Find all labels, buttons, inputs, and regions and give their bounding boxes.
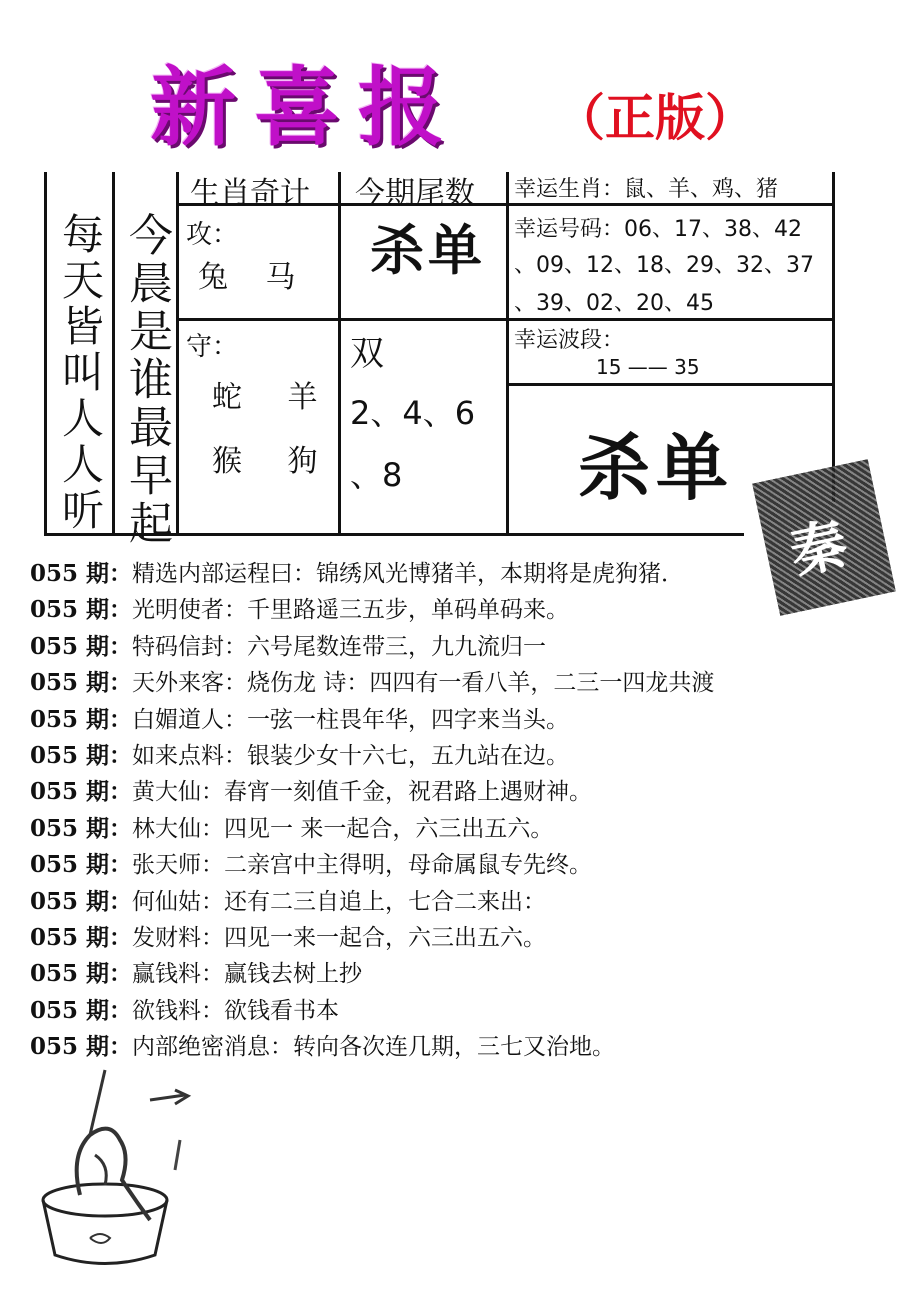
big-kill-odd: 杀单 (578, 426, 735, 510)
list-item: 055 期：林大仙：四见一 来一起合，六三出五六。 (30, 814, 554, 842)
defend-label: 守： (186, 332, 239, 362)
seal-stamp-char: 秦 (784, 510, 854, 588)
side-slogan-1: 每天皆叫人人听 (56, 212, 105, 534)
list-item: 055 期：张天师：二亲宫中主得明，母命属鼠专先终。 (30, 851, 593, 879)
table-border-right (832, 172, 835, 502)
lucky-numbers-1: 幸运号码：06、17、38、42 (514, 217, 802, 242)
table-divider-1 (112, 172, 115, 536)
tail-even-label: 双 (350, 334, 384, 374)
header-tail-number: 今期尾数 (355, 176, 475, 211)
list-item: 055 期：天外来客：烧伤龙 诗：四四有一看八羊，二三一四龙共渡 (30, 669, 715, 697)
list-item: 055 期：如来点料：银装少女十六七，五九站在边。 (30, 741, 570, 769)
lucky-wave-value: 15 —— 35 (596, 355, 700, 379)
side-slogan-2: 今晨是谁最早起 (121, 212, 172, 548)
masthead-title: 新喜报 (150, 57, 462, 158)
tips-list (30, 556, 790, 1065)
table-divider-3 (338, 172, 341, 536)
list-item: 055 期：特码信封：六号尾数连带三，九九流归一 (30, 632, 547, 660)
list-item: 055 期：赢钱料：赢钱去树上抄 (30, 960, 363, 988)
header-zodiac-plan: 生肖奇计 (190, 176, 310, 211)
attack-values: 兔 马 (198, 260, 310, 295)
table-border-left (44, 172, 47, 536)
list-item: 055 期：发财料：四见一来一起合，六三出五六。 (30, 923, 547, 951)
defend-line-1: 蛇 羊 (212, 380, 336, 415)
list-item: 055 期：何仙姑：还有二三自追上，七合二来出： (30, 887, 547, 915)
edition-label: （正版） (555, 89, 755, 147)
mid-row-line (176, 318, 832, 321)
list-item: 055 期：内部绝密消息：转向各次连几期，三七又治地。 (30, 1033, 616, 1061)
attack-label: 攻： (186, 220, 239, 250)
table-divider-4 (506, 172, 509, 536)
list-item: 055 期：黄大仙：春宵一刻值千金，祝君路上遇财神。 (30, 778, 593, 806)
list-item: 055 期：欲钱料：欲钱看书本 (30, 996, 340, 1024)
lucky-numbers-2: 、09、12、18、29、32、37 (514, 253, 814, 278)
tail-numbers-1: 2、4、6 (350, 394, 476, 432)
list-item: 055 期：光明使者：千里路遥三五步，单码单码来。 (30, 596, 570, 624)
lucky-zodiac: 幸运生肖：鼠、羊、鸡、猪 (514, 177, 779, 202)
list-item: 055 期：白媚道人：一弦一柱畏年华，四字来当头。 (30, 705, 570, 733)
lucky-wave-label: 幸运波段： (514, 328, 625, 353)
list-item: 055 期：精选内部运程曰：锦绣风光博猪羊，本期将是虎狗猪． (30, 560, 685, 587)
tail-numbers-2: 、8 (350, 456, 403, 494)
lucky-numbers-3: 、39、02、20、45 (514, 291, 714, 316)
table-divider-2 (176, 172, 179, 536)
monkey-illustration (10, 1060, 230, 1275)
tail-kill-odd: 杀单 (370, 219, 486, 282)
defend-line-2: 猴 狗 (212, 444, 336, 479)
wave-row-line (506, 383, 832, 386)
